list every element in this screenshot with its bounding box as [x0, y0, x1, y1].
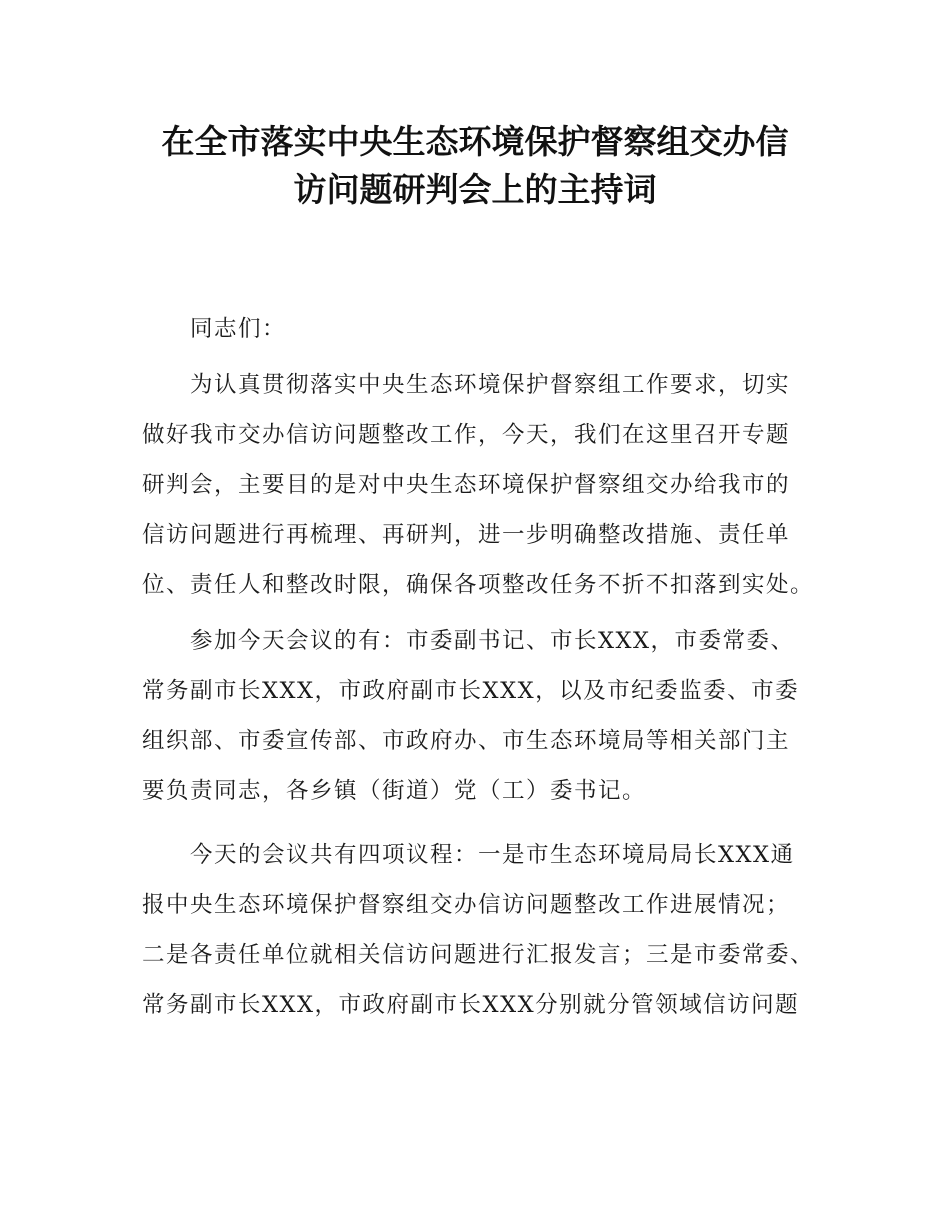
paragraph-line: 为认真贯彻落实中央生态环境保护督察组工作要求，切实	[190, 372, 791, 398]
paragraph-line: 信访问题进行再梳理、再研判，进一步明确整改措施、责任单	[142, 522, 791, 548]
paragraph-line: 报中央生态环境保护督察组交办信访问题整改工作进展情况；	[142, 892, 791, 918]
paragraph-line: 研判会，主要目的是对中央生态环境保护督察组交办给我市的	[142, 472, 791, 498]
paragraph-line: 二是各责任单位就相关信访问题进行汇报发言；三是市委常委、	[142, 942, 815, 968]
paragraph-agenda	[142, 830, 832, 1030]
title-line-2: 访问题研判会上的主持词	[293, 170, 657, 209]
title-line-1: 在全市落实中央生态环境保护督察组交办信	[161, 122, 789, 161]
document-title	[100, 118, 850, 214]
paragraph-attendees	[142, 616, 832, 816]
paragraph-line: 常务副市长XXX，市政府副市长XXX，以及市纪委监委、市委	[142, 678, 800, 704]
paragraph-line: 组织部、市委宣传部、市政府办、市生态环境局等相关部门主	[142, 728, 791, 754]
document-body	[142, 304, 832, 1030]
salutation: 同志们：	[190, 316, 287, 342]
paragraph-line: 做好我市交办信访问题整改工作，今天，我们在这里召开专题	[142, 422, 791, 448]
salutation-paragraph	[142, 304, 832, 354]
paragraph-purpose	[142, 360, 832, 610]
paragraph-line: 今天的会议共有四项议程：一是市生态环境局局长XXX通	[190, 842, 795, 868]
paragraph-line: 位、责任人和整改时限，确保各项整改任务不折不扣落到实处。	[142, 572, 815, 598]
paragraph-line: 常务副市长XXX，市政府副市长XXX分别就分管领域信访问题	[142, 992, 800, 1018]
paragraph-line: 参加今天会议的有：市委副书记、市长XXX，市委常委、	[190, 628, 795, 654]
paragraph-line: 要负责同志，各乡镇（街道）党（工）委书记。	[142, 778, 647, 804]
